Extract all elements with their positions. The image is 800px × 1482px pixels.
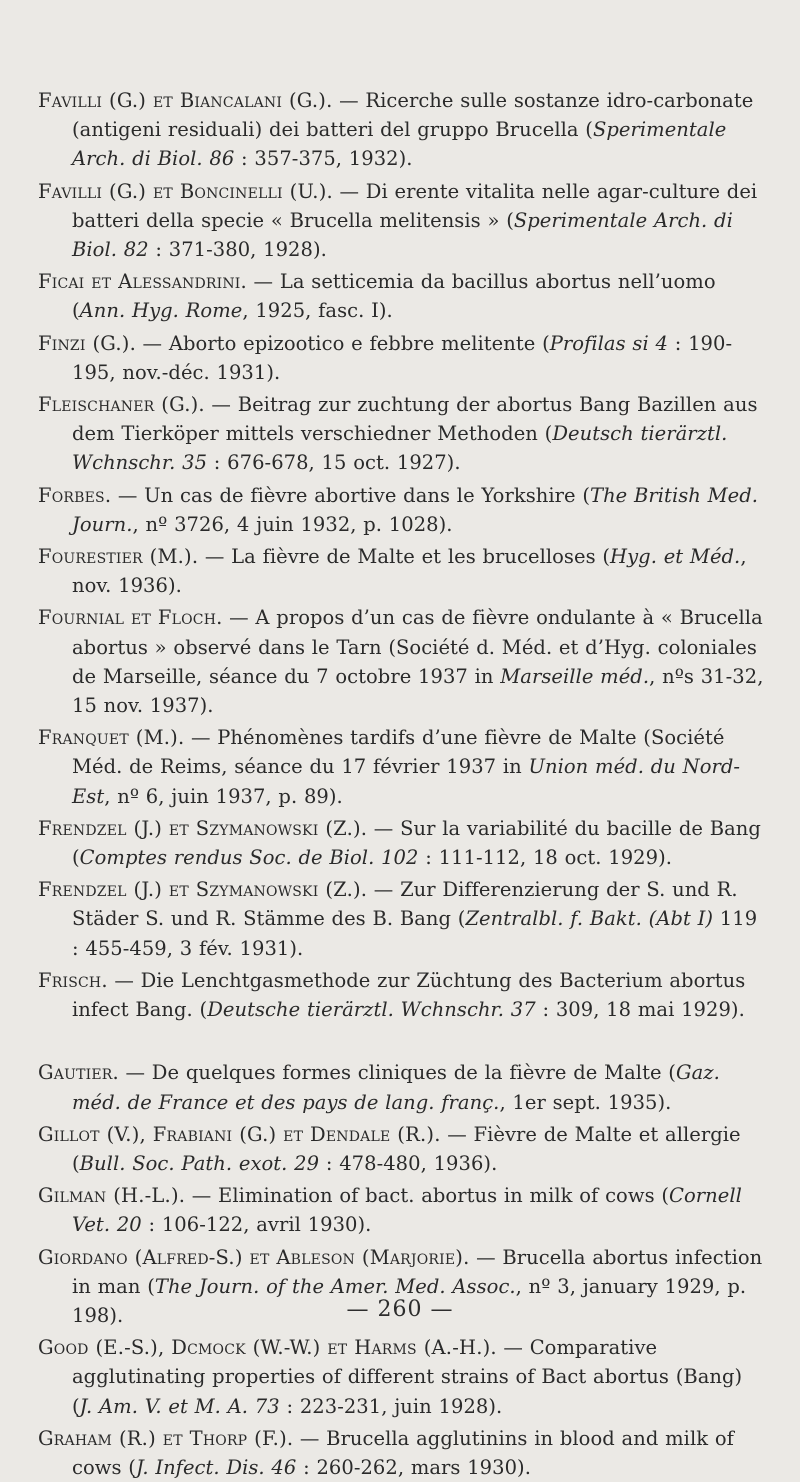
entry-tail: : 371-380, 1928). [148, 238, 327, 262]
entry-text: . — La setticemia da bacillus abortus nell’uomo ( [72, 270, 716, 323]
entry-text: . — Beitrag zur zuchtung der abortus Bang Bazillen aus dem Tierköper mittels verschiedner Methoden ( [72, 393, 758, 446]
entry-author: Graham (R.) et Thorp (F.) [38, 1426, 287, 1450]
entry-author: Ficai et Alessandrini [38, 270, 241, 294]
entry-author: Fleischaner (G.) [38, 393, 199, 417]
entry-tail: , 1er sept. 1935). [499, 1090, 672, 1114]
bibliography-entry-franquet [38, 723, 766, 811]
entry-source: Profilas si 4 [549, 331, 668, 355]
entry-source: Gaz. méd. de France et des pays de lang. franç. [72, 1061, 720, 1114]
entry-author: Frendzel (J.) et Szymanowski (Z.) [38, 878, 361, 902]
entry-source: Deutsch tierärztl. Wchnschr. 35 [72, 422, 728, 475]
entry-source: Ann. Hyg. Rome [79, 299, 243, 323]
entry-tail: : 357-375, 1932). [234, 147, 413, 171]
entry-tail: , nº 6, juin 1937, p. 89). [104, 784, 343, 808]
entry-text: . — Aborto epizootico e febbre melitente ( [129, 331, 550, 355]
bibliography-entry-fourestier [38, 542, 766, 600]
entry-text: . — Ricerche sulle sostanze idro-carbonate (antigeni residuali) dei batteri del gruppo Brucella ( [72, 89, 754, 142]
entry-source: The Journ. of the Amer. Med. Assoc. [154, 1274, 516, 1298]
entry-text: . — Brucella agglutinins in blood and milk of cows ( [72, 1426, 734, 1479]
entry-source: Hyg. et Méd. [610, 545, 741, 569]
entry-source: Zentralbl. f. Bakt. (Abt I) [465, 907, 714, 931]
entry-tail: , nov. 1936). [72, 545, 747, 598]
entry-author: Favilli (G.) et Biancalani (G.) [38, 89, 327, 112]
entry-source: Sperimentale Arch. di Biol. 86 [72, 118, 727, 171]
bibliography-entry-ficai-alessandrini [38, 267, 766, 325]
bibliography-entry-favilli-biancalani [38, 86, 766, 174]
bibliography-entry-finzi [38, 329, 766, 387]
entry-tail: : 223-231, juin 1928). [279, 1394, 503, 1418]
entry-text: . — Un cas de fièvre abortive dans le Yorkshire ( [104, 483, 591, 507]
entry-author: Fourestier (M.) [38, 545, 192, 569]
entry-source: Sperimentale Arch. di Biol. 82 [72, 208, 733, 262]
bibliography-entry-forbes [38, 481, 766, 539]
entry-tail: , nº 3, january 1929, p. 198). [72, 1274, 747, 1327]
entry-tail: : 309, 18 mai 1929). [535, 998, 745, 1022]
bibliography-entry-frisch [38, 966, 766, 1024]
bibliography-entry-gillot-frabiani-dendale [38, 1120, 766, 1178]
bibliography-entry-fournial-floch [38, 603, 766, 720]
entry-source: Union méd. du Nord-Est [72, 755, 741, 808]
bibliography-entry-frendzel-szymanowski-2 [38, 875, 766, 963]
entry-text: . — Zur Differenzierung der S. und R. Städer S. und R. Stämme des B. Bang ( [72, 878, 738, 931]
entry-text: . — De quelques formes cliniques de la fièvre de Malte ( [112, 1061, 676, 1085]
entry-text: . — Die Lenchtgasmethode zur Züchtung des Bacterium abortus infect Bang. ( [72, 968, 746, 1022]
entry-tail: : 190-195, nov.-déc. 1931). [72, 331, 733, 384]
entry-text: . — La fièvre de Malte et les brucelloses ( [191, 545, 611, 569]
entry-text: . — Elimination of bact. abortus in milk of cows ( [178, 1184, 670, 1208]
entry-source: Comptes rendus Soc. de Biol. 102 [79, 846, 419, 870]
bibliography-entry-favilli-boncinelli [38, 177, 766, 265]
entry-source: Marseille méd. [500, 664, 650, 688]
entry-text: . — Brucella abortus infection in man ( [72, 1245, 763, 1298]
entry-source: The British Med. Journ. [72, 483, 759, 536]
entry-author: Forbes [38, 483, 105, 507]
entry-tail: : 478-480, 1936). [319, 1151, 498, 1175]
entry-source: Deutsche tierärztl. Wchnschr. 37 [207, 998, 536, 1022]
entry-author: Frisch [38, 968, 102, 992]
bibliography-entry-good-dcmock-harms [38, 1333, 766, 1421]
entry-author: Gautier [38, 1061, 113, 1085]
bibliography-entry-gilman [38, 1181, 766, 1239]
entry-text: . — Di erente vitalita nelle agar-culture dei batteri della specie « Brucella melitensis » ( [72, 179, 758, 232]
entry-author: Giordano (Alfred-S.) et Ableson (Marjorie) [38, 1245, 464, 1269]
entry-text: . — Fièvre de Malte et allergie ( [72, 1122, 741, 1175]
entry-tail: : 676-678, 15 oct. 1927). [207, 451, 461, 475]
entry-source: Cornell Vet. 20 [72, 1184, 742, 1237]
entry-tail: , nºs 31-32, 15 nov. 1937). [72, 664, 764, 718]
entry-tail: , nº 3726, 4 juin 1932, p. 1028). [132, 512, 453, 536]
entry-author: Good (E.-S.), Dcmock (W.-W.) et Harms (A.-H.) [38, 1336, 491, 1360]
entry-text: . — Sur la variabilité du bacille de Bang ( [72, 816, 761, 870]
entry-tail: 119 : 455-459, 3 fév. 1931). [72, 907, 758, 960]
entry-author: Gilman (H.-L.) [38, 1184, 179, 1208]
entry-author: Favilli (G.) et Boncinelli (U.) [38, 179, 327, 203]
entry-text: . — Phénomènes tardifs d’une fièvre de Malte (Société Méd. de Reims, séance du 17 février 1937 in [72, 726, 725, 779]
entry-author: Franquet (M.) [38, 726, 178, 750]
entry-text: . — A propos d’un cas de fièvre ondulante à « Brucella abortus » observé dans le Tarn (Société d. Méd. et d’Hyg. coloniales de Marseille, séance du 7 octobre 1937 in [72, 606, 763, 688]
entry-text: . — Comparative agglutinating properties of different strains of Bact abortus (Bang) ( [72, 1336, 743, 1418]
bibliography-entry-graham-thorp [38, 1424, 766, 1482]
entry-author: Fournial et Floch [38, 606, 217, 630]
bibliography-entry-fleischaner [38, 390, 766, 478]
entry-author: Finzi (G.) [38, 331, 130, 355]
bibliography-entry-gautier [38, 1058, 766, 1116]
entry-tail: : 106-122, avril 1930). [141, 1213, 372, 1237]
page-number: — 260 — [346, 1297, 454, 1322]
entry-source: J. Infect. Dis. 46 [135, 1455, 297, 1479]
entry-author: Frendzel (J.) et Szymanowski (Z.) [38, 816, 361, 840]
entry-source: J. Am. V. et M. A. 73 [79, 1394, 280, 1418]
entry-source: Bull. Soc. Path. exot. 29 [79, 1151, 320, 1175]
entry-author: Gillot (V.), Frabiani (G.) et Dendale (R.) [38, 1122, 435, 1146]
entry-tail: : 111-112, 18 oct. 1929). [418, 846, 672, 870]
entry-tail: , 1925, fasc. I). [242, 299, 393, 323]
entry-tail: : 260-262, mars 1930). [296, 1455, 531, 1479]
bibliography-entry-frendzel-szymanowski-1 [38, 814, 766, 872]
